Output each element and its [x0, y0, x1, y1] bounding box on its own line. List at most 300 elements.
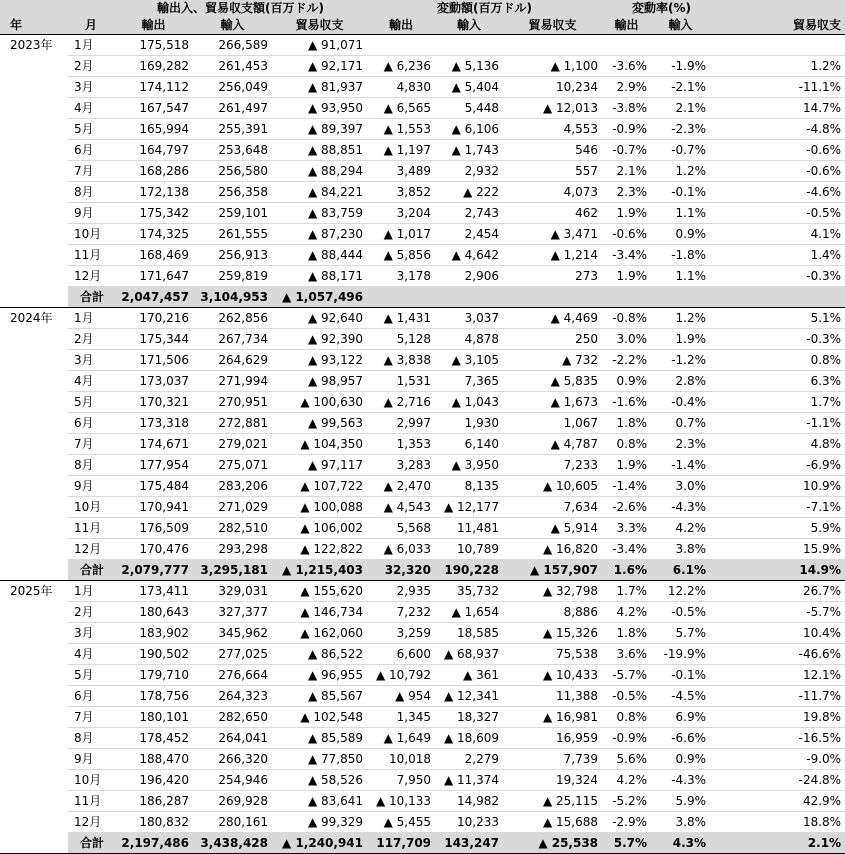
cell-change-export [367, 35, 435, 56]
cell-import: 255,391 [193, 119, 272, 140]
cell-rate-export: -3.4% [602, 539, 651, 560]
cell-balance: ▲ 1,240,941 [272, 833, 367, 854]
cell-import: 261,497 [193, 98, 272, 119]
cell-month: 1月 [68, 35, 114, 56]
cell-change-balance [503, 35, 602, 56]
cell-export: 170,941 [114, 497, 193, 518]
cell-export: 170,216 [114, 308, 193, 329]
cell-import: 259,101 [193, 203, 272, 224]
cell-import: 264,629 [193, 350, 272, 371]
cell-change-export: 2,935 [367, 581, 435, 602]
table-row [0, 224, 845, 245]
cell-rate-export: 5.7% [602, 833, 651, 854]
cell-change-balance: ▲ 16,820 [503, 539, 602, 560]
header-year: 年 [0, 17, 68, 35]
header-month: 月 [68, 17, 114, 35]
cell-change-export: 3,259 [367, 623, 435, 644]
cell-rate-export: -2.2% [602, 350, 651, 371]
negative-triangle-icon: ▲ [300, 584, 310, 598]
table-row [0, 434, 845, 455]
negative-triangle-icon: ▲ [383, 101, 393, 115]
cell-rate-import: 4.2% [651, 518, 710, 539]
cell-change-balance: ▲ 16,981 [503, 707, 602, 728]
cell-month: 3月 [68, 623, 114, 644]
cell-balance: ▲ 92,390 [272, 329, 367, 350]
cell-rate-import: 6.1% [651, 560, 710, 581]
cell-change-balance: 273 [503, 266, 602, 287]
cell-change-import: ▲ 3,950 [435, 455, 503, 476]
cell-change-balance: 557 [503, 161, 602, 182]
cell-change-balance: 462 [503, 203, 602, 224]
cell-import: 345,962 [193, 623, 272, 644]
negative-triangle-icon: ▲ [550, 437, 560, 451]
cell-change-export: ▲ 1,017 [367, 224, 435, 245]
negative-triangle-icon: ▲ [300, 710, 310, 724]
negative-triangle-icon: ▲ [383, 248, 393, 262]
cell-rate-balance: 1.4% [710, 245, 845, 266]
negative-triangle-icon: ▲ [562, 353, 572, 367]
cell-rate-balance: -24.8% [710, 770, 845, 791]
cell-change-export: 3,178 [367, 266, 435, 287]
negative-triangle-icon: ▲ [307, 122, 318, 136]
cell-rate-export: 1.7% [602, 581, 651, 602]
cell-balance: ▲ 100,630 [272, 392, 367, 413]
header-group-trade: 輸出入、貿易収支額(百万ドル) [114, 0, 367, 17]
cell-rate-export: -2.9% [602, 812, 651, 833]
cell-month: 12月 [68, 539, 114, 560]
cell-export: 168,469 [114, 245, 193, 266]
header-change-balance: 貿易収支 [503, 17, 602, 35]
cell-rate-import: -1.4% [651, 455, 710, 476]
cell-rate-import [651, 287, 710, 308]
cell-month: 8月 [68, 182, 114, 203]
cell-rate-export: -3.4% [602, 245, 651, 266]
cell-rate-import: -2.3% [651, 119, 710, 140]
cell-change-export: 3,852 [367, 182, 435, 203]
cell-import: 261,453 [193, 56, 272, 77]
cell-change-import: ▲ 1,043 [435, 392, 503, 413]
negative-triangle-icon: ▲ [282, 563, 292, 577]
negative-triangle-icon: ▲ [550, 248, 560, 262]
cell-rate-balance: -46.6% [710, 644, 845, 665]
cell-change-export: 2,997 [367, 413, 435, 434]
cell-balance: ▲ 100,088 [272, 497, 367, 518]
cell-change-export: 10,018 [367, 749, 435, 770]
negative-triangle-icon: ▲ [550, 227, 560, 241]
table-row [0, 644, 845, 665]
cell-month: 11月 [68, 245, 114, 266]
cell-rate-import: 3.8% [651, 539, 710, 560]
cell-change-import: ▲ 68,937 [435, 644, 503, 665]
cell-change-balance: 8,886 [503, 602, 602, 623]
cell-month: 3月 [68, 350, 114, 371]
header-rate-balance: 貿易収支 [710, 17, 845, 35]
cell-change-import: 3,037 [435, 308, 503, 329]
cell-change-export: ▲ 5,856 [367, 245, 435, 266]
negative-triangle-icon: ▲ [550, 521, 560, 535]
cell-rate-export: 0.8% [602, 707, 651, 728]
cell-month: 7月 [68, 161, 114, 182]
cell-change-import: 18,327 [435, 707, 503, 728]
cell-rate-import: -4.3% [651, 497, 710, 518]
table-row [0, 56, 845, 77]
cell-import: 270,951 [193, 392, 272, 413]
cell-change-balance: ▲ 4,787 [503, 434, 602, 455]
negative-triangle-icon: ▲ [542, 668, 553, 682]
cell-change-export: ▲ 5,455 [367, 812, 435, 833]
cell-change-balance: ▲ 4,469 [503, 308, 602, 329]
cell-balance: ▲ 155,620 [272, 581, 367, 602]
cell-balance: ▲ 87,230 [272, 224, 367, 245]
cell-rate-export: 5.6% [602, 749, 651, 770]
table-row [0, 812, 845, 833]
cell-rate-balance: -1.1% [710, 413, 845, 434]
cell-change-export: 117,709 [367, 833, 435, 854]
cell-balance: ▲ 88,171 [272, 266, 367, 287]
cell-rate-export: 1.6% [602, 560, 651, 581]
cell-balance: ▲ 1,057,496 [272, 287, 367, 308]
negative-triangle-icon: ▲ [300, 542, 310, 556]
cell-balance: ▲ 162,060 [272, 623, 367, 644]
table-row [0, 665, 845, 686]
cell-balance: ▲ 122,822 [272, 539, 367, 560]
cell-rate-import: -4.3% [651, 770, 710, 791]
cell-rate-balance: -4.6% [710, 182, 845, 203]
table-row [0, 161, 845, 182]
cell-import: 3,104,953 [193, 287, 272, 308]
cell-change-import: 8,135 [435, 476, 503, 497]
cell-rate-balance: 42.9% [710, 791, 845, 812]
table-row [0, 623, 845, 644]
cell-export: 176,509 [114, 518, 193, 539]
negative-triangle-icon: ▲ [307, 143, 318, 157]
cell-import: 293,298 [193, 539, 272, 560]
cell-month: 8月 [68, 728, 114, 749]
cell-rate-import: 2.8% [651, 371, 710, 392]
cell-change-export: ▲ 4,543 [367, 497, 435, 518]
table-row [0, 497, 845, 518]
year-label: 2023年 [0, 35, 68, 308]
cell-month: 4月 [68, 644, 114, 665]
cell-export: 177,954 [114, 455, 193, 476]
negative-triangle-icon: ▲ [542, 542, 553, 556]
cell-change-export: 7,950 [367, 770, 435, 791]
cell-export: 183,902 [114, 623, 193, 644]
cell-rate-balance: -11.1% [710, 77, 845, 98]
cell-change-export: 1,353 [367, 434, 435, 455]
negative-triangle-icon: ▲ [307, 374, 318, 388]
table-row [0, 602, 845, 623]
cell-balance: ▲ 92,171 [272, 56, 367, 77]
cell-change-import: 2,279 [435, 749, 503, 770]
cell-month: 4月 [68, 371, 114, 392]
cell-rate-export: -0.9% [602, 119, 651, 140]
cell-change-export: 6,600 [367, 644, 435, 665]
cell-balance: ▲ 85,589 [272, 728, 367, 749]
total-row [0, 833, 845, 854]
cell-export: 174,671 [114, 434, 193, 455]
cell-change-balance: 250 [503, 329, 602, 350]
cell-import: 264,323 [193, 686, 272, 707]
cell-change-balance: 11,388 [503, 686, 602, 707]
cell-rate-import [651, 35, 710, 56]
cell-month: 4月 [68, 98, 114, 119]
cell-rate-export: 0.8% [602, 434, 651, 455]
negative-triangle-icon: ▲ [300, 500, 310, 514]
cell-change-export: ▲ 10,133 [367, 791, 435, 812]
table-row [0, 35, 845, 56]
cell-change-balance: 75,538 [503, 644, 602, 665]
negative-triangle-icon: ▲ [542, 479, 553, 493]
cell-import: 272,881 [193, 413, 272, 434]
negative-triangle-icon: ▲ [383, 59, 393, 73]
cell-month: 9月 [68, 476, 114, 497]
cell-rate-export [602, 287, 651, 308]
cell-change-balance: 16,959 [503, 728, 602, 749]
negative-triangle-icon: ▲ [451, 353, 461, 367]
table-row [0, 539, 845, 560]
cell-balance: ▲ 89,397 [272, 119, 367, 140]
cell-month: 10月 [68, 497, 114, 518]
negative-triangle-icon: ▲ [451, 59, 461, 73]
cell-balance: ▲ 106,002 [272, 518, 367, 539]
cell-rate-import: 2.1% [651, 98, 710, 119]
cell-rate-import: 12.2% [651, 581, 710, 602]
cell-rate-export: 3.6% [602, 644, 651, 665]
cell-import: 256,580 [193, 161, 272, 182]
cell-change-balance: 1,067 [503, 413, 602, 434]
cell-change-export [367, 287, 435, 308]
cell-import: 262,856 [193, 308, 272, 329]
negative-triangle-icon: ▲ [300, 626, 310, 640]
cell-rate-import: -0.4% [651, 392, 710, 413]
cell-change-import: ▲ 361 [435, 665, 503, 686]
cell-change-import: ▲ 12,177 [435, 497, 503, 518]
negative-triangle-icon: ▲ [542, 101, 553, 115]
cell-change-balance: ▲ 3,471 [503, 224, 602, 245]
cell-rate-balance: 26.7% [710, 581, 845, 602]
table-row [0, 476, 845, 497]
cell-change-export: ▲ 3,838 [367, 350, 435, 371]
negative-triangle-icon: ▲ [300, 479, 310, 493]
cell-change-balance: ▲ 15,326 [503, 623, 602, 644]
cell-change-import: ▲ 1,743 [435, 140, 503, 161]
cell-rate-balance: -6.9% [710, 455, 845, 476]
cell-rate-export: -5.7% [602, 665, 651, 686]
negative-triangle-icon: ▲ [307, 794, 318, 808]
cell-import: 267,734 [193, 329, 272, 350]
negative-triangle-icon: ▲ [383, 731, 393, 745]
negative-triangle-icon: ▲ [300, 521, 310, 535]
cell-change-balance: ▲ 10,605 [503, 476, 602, 497]
table-row [0, 182, 845, 203]
cell-rate-balance: -11.7% [710, 686, 845, 707]
cell-rate-balance: -7.1% [710, 497, 845, 518]
cell-export: 174,112 [114, 77, 193, 98]
negative-triangle-icon: ▲ [307, 269, 318, 283]
negative-triangle-icon: ▲ [451, 395, 461, 409]
cell-rate-import: 1.2% [651, 308, 710, 329]
table-row [0, 98, 845, 119]
table-row [0, 308, 845, 329]
cell-change-balance: 4,073 [503, 182, 602, 203]
total-row [0, 560, 845, 581]
cell-export: 190,502 [114, 644, 193, 665]
cell-rate-balance: 10.4% [710, 623, 845, 644]
cell-change-import [435, 287, 503, 308]
cell-export: 180,101 [114, 707, 193, 728]
cell-change-balance: ▲ 15,688 [503, 812, 602, 833]
cell-balance: ▲ 99,329 [272, 812, 367, 833]
cell-rate-balance: 18.8% [710, 812, 845, 833]
negative-triangle-icon: ▲ [375, 794, 386, 808]
cell-month: 9月 [68, 203, 114, 224]
cell-balance: ▲ 85,567 [272, 686, 367, 707]
cell-export: 172,138 [114, 182, 193, 203]
cell-change-export: 7,232 [367, 602, 435, 623]
negative-triangle-icon: ▲ [451, 80, 461, 94]
cell-month: 5月 [68, 665, 114, 686]
header-blank [68, 0, 114, 17]
cell-change-import: ▲ 11,374 [435, 770, 503, 791]
cell-change-export: ▲ 10,792 [367, 665, 435, 686]
cell-rate-balance: 0.8% [710, 350, 845, 371]
cell-rate-export: -0.9% [602, 728, 651, 749]
cell-month: 2月 [68, 329, 114, 350]
cell-import: 3,295,181 [193, 560, 272, 581]
cell-change-export: 3,283 [367, 455, 435, 476]
cell-month: 6月 [68, 686, 114, 707]
cell-change-import: 143,247 [435, 833, 503, 854]
negative-triangle-icon: ▲ [307, 101, 318, 115]
year-label: 2024年 [0, 308, 68, 581]
cell-rate-import: -4.5% [651, 686, 710, 707]
cell-balance: ▲ 92,640 [272, 308, 367, 329]
cell-rate-balance: 2.1% [710, 833, 845, 854]
cell-import: 256,913 [193, 245, 272, 266]
negative-triangle-icon: ▲ [307, 416, 318, 430]
table-row [0, 77, 845, 98]
negative-triangle-icon: ▲ [383, 311, 393, 325]
negative-triangle-icon: ▲ [300, 605, 310, 619]
cell-import: 259,819 [193, 266, 272, 287]
header-change-export: 輸出 [367, 17, 435, 35]
cell-rate-import: -6.6% [651, 728, 710, 749]
cell-change-import: 35,732 [435, 581, 503, 602]
cell-rate-import: 5.9% [651, 791, 710, 812]
cell-balance: ▲ 146,734 [272, 602, 367, 623]
cell-export: 169,282 [114, 56, 193, 77]
cell-rate-import: -0.5% [651, 602, 710, 623]
cell-change-export: ▲ 6,033 [367, 539, 435, 560]
cell-rate-balance: -0.6% [710, 161, 845, 182]
cell-rate-export: 2.9% [602, 77, 651, 98]
cell-export: 173,037 [114, 371, 193, 392]
negative-triangle-icon: ▲ [451, 458, 461, 472]
cell-import: 3,438,428 [193, 833, 272, 854]
cell-rate-balance: 19.8% [710, 707, 845, 728]
negative-triangle-icon: ▲ [307, 164, 318, 178]
cell-change-balance: ▲ 12,013 [503, 98, 602, 119]
cell-rate-balance: 5.1% [710, 308, 845, 329]
cell-rate-balance: 6.3% [710, 371, 845, 392]
negative-triangle-icon: ▲ [542, 584, 553, 598]
cell-balance: ▲ 107,722 [272, 476, 367, 497]
cell-change-export: ▲ 1,431 [367, 308, 435, 329]
cell-balance: ▲ 98,957 [272, 371, 367, 392]
negative-triangle-icon: ▲ [383, 395, 393, 409]
cell-change-export: 1,345 [367, 707, 435, 728]
cell-rate-balance: -16.5% [710, 728, 845, 749]
cell-import: 253,648 [193, 140, 272, 161]
cell-change-export: ▲ 6,236 [367, 56, 435, 77]
cell-balance: ▲ 93,950 [272, 98, 367, 119]
table-row [0, 119, 845, 140]
cell-rate-import: 3.0% [651, 476, 710, 497]
cell-month: 11月 [68, 518, 114, 539]
negative-triangle-icon: ▲ [307, 773, 318, 787]
cell-export: 196,420 [114, 770, 193, 791]
negative-triangle-icon: ▲ [383, 500, 393, 514]
cell-export: 175,518 [114, 35, 193, 56]
cell-balance: ▲ 104,350 [272, 434, 367, 455]
cell-change-export: ▲ 1,197 [367, 140, 435, 161]
cell-export: 2,047,457 [114, 287, 193, 308]
negative-triangle-icon: ▲ [307, 647, 318, 661]
negative-triangle-icon: ▲ [300, 437, 310, 451]
cell-month: 3月 [68, 77, 114, 98]
cell-month: 11月 [68, 791, 114, 812]
negative-triangle-icon: ▲ [383, 122, 393, 136]
cell-rate-export: -3.8% [602, 98, 651, 119]
cell-change-import: 2,906 [435, 266, 503, 287]
cell-rate-import: 5.7% [651, 623, 710, 644]
cell-import: 329,031 [193, 581, 272, 602]
cell-change-import: 190,228 [435, 560, 503, 581]
header-group-change: 変動額(百万ドル) [367, 0, 602, 17]
cell-change-balance: ▲ 32,798 [503, 581, 602, 602]
cell-rate-balance: 1.7% [710, 392, 845, 413]
cell-rate-export: 3.0% [602, 329, 651, 350]
cell-balance: ▲ 99,563 [272, 413, 367, 434]
cell-rate-import: -0.1% [651, 665, 710, 686]
cell-change-import: 1,930 [435, 413, 503, 434]
table-row [0, 518, 845, 539]
cell-import: 266,589 [193, 35, 272, 56]
cell-change-export: ▲ 1,649 [367, 728, 435, 749]
cell-import: 264,041 [193, 728, 272, 749]
negative-triangle-icon: ▲ [307, 458, 318, 472]
table-row [0, 266, 845, 287]
cell-change-export: 4,830 [367, 77, 435, 98]
cell-balance: ▲ 86,522 [272, 644, 367, 665]
table-row [0, 392, 845, 413]
header-rate-export: 輸出 [602, 17, 651, 35]
cell-import: 280,161 [193, 812, 272, 833]
negative-triangle-icon: ▲ [443, 500, 454, 514]
table-row [0, 140, 845, 161]
negative-triangle-icon: ▲ [383, 542, 393, 556]
negative-triangle-icon: ▲ [451, 122, 461, 136]
negative-triangle-icon: ▲ [282, 290, 292, 304]
cell-rate-export: 2.3% [602, 182, 651, 203]
cell-rate-export: 4.2% [602, 602, 651, 623]
negative-triangle-icon: ▲ [550, 311, 560, 325]
cell-balance: ▲ 93,122 [272, 350, 367, 371]
table-row [0, 791, 845, 812]
table-body [0, 35, 845, 854]
negative-triangle-icon: ▲ [451, 143, 461, 157]
